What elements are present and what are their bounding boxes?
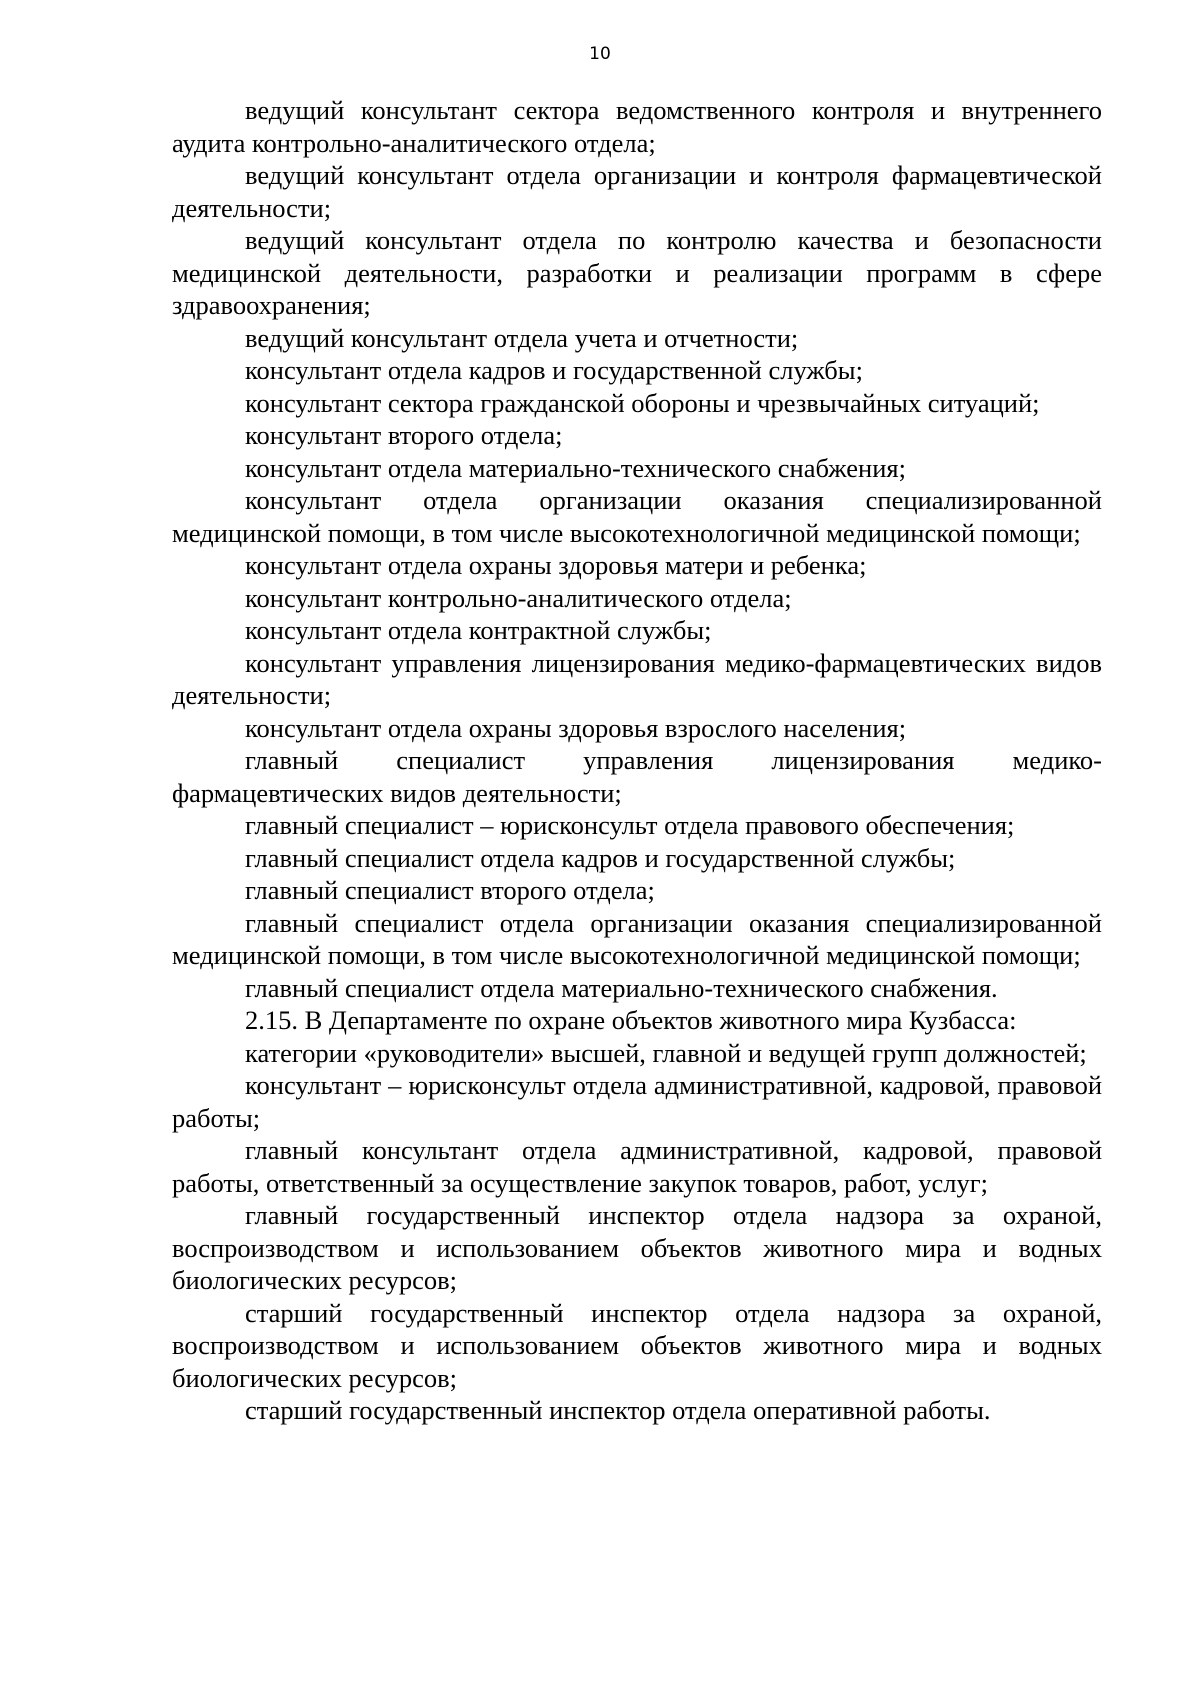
paragraph: главный специалист – юрисконсульт отдела правового обеспечения;	[245, 810, 1015, 840]
paragraph: ведущий консультант отдела по контролю качества и безопасности медицинской деятельности, разработки и реализации программ в сфере здравоохранения;	[172, 225, 1102, 320]
paragraph: ведущий консультант отдела учета и отчетности;	[245, 322, 799, 353]
paragraph: старший государственный инспектор отдела оперативной работы.	[245, 1395, 991, 1425]
document-body	[172, 94, 1102, 1427]
paragraph: консультант отдела контрактной службы;	[245, 615, 712, 645]
paragraph: консультант сектора гражданской обороны и чрезвычайных ситуаций;	[245, 387, 1040, 418]
paragraph: главный специалист управления лицензирования медико-фармацевтических видов деятельности;	[172, 745, 1102, 808]
paragraph: ведущий консультант сектора ведомственного контроля и внутреннего аудита контрольно-аналитического отдела;	[172, 95, 1102, 158]
section-heading: 2.15. В Департаменте по охране объектов животного мира Кузбасса:	[245, 1005, 1017, 1035]
paragraph: консультант – юрисконсульт отдела административной, кадровой, правовой работы;	[172, 1070, 1102, 1133]
paragraph: главный государственный инспектор отдела надзора за охраной, воспроизводством и использованием объектов животного мира и водных биологических ресурсов;	[172, 1200, 1102, 1295]
paragraph: консультант второго отдела;	[245, 420, 563, 450]
paragraph: консультант контрольно-аналитического отдела;	[245, 582, 792, 613]
paragraph: главный специалист отдела кадров и государственной службы;	[245, 842, 956, 873]
paragraph: ведущий консультант отдела организации и контроля фармацевтической деятельности;	[172, 160, 1102, 223]
paragraph: главный консультант отдела административной, кадровой, правовой работы, ответственный за осуществление закупок товаров, работ, услуг;	[172, 1135, 1102, 1198]
paragraph: категории «руководители» высшей, главной и ведущей групп должностей;	[245, 1037, 1087, 1068]
paragraph: главный специалист отдела материально-технического снабжения.	[245, 972, 998, 1003]
paragraph: главный специалист второго отдела;	[245, 875, 655, 905]
paragraph: главный специалист отдела организации оказания специализированной медицинской помощи, в том числе высокотехнологичной медицинской помощи;	[172, 907, 1102, 970]
paragraph: консультант отдела материально-технического снабжения;	[245, 452, 906, 483]
paragraph: старший государственный инспектор отдела надзора за охраной, воспроизводством и использованием объектов животного мира и водных биологических ресурсов;	[172, 1297, 1102, 1393]
paragraph: консультант отдела охраны здоровья взрослого населения;	[245, 712, 907, 743]
paragraph: консультант управления лицензирования медико-фармацевтических видов деятельности;	[172, 647, 1102, 710]
paragraph: консультант отдела охраны здоровья матери и ребенка;	[245, 550, 867, 580]
paragraph: консультант отдела кадров и государственной службы;	[245, 355, 863, 385]
paragraph: консультант отдела организации оказания специализированной медицинской помощи, в том числе высокотехнологичной медицинской помощи;	[172, 485, 1102, 548]
page-number: 10	[589, 44, 611, 64]
